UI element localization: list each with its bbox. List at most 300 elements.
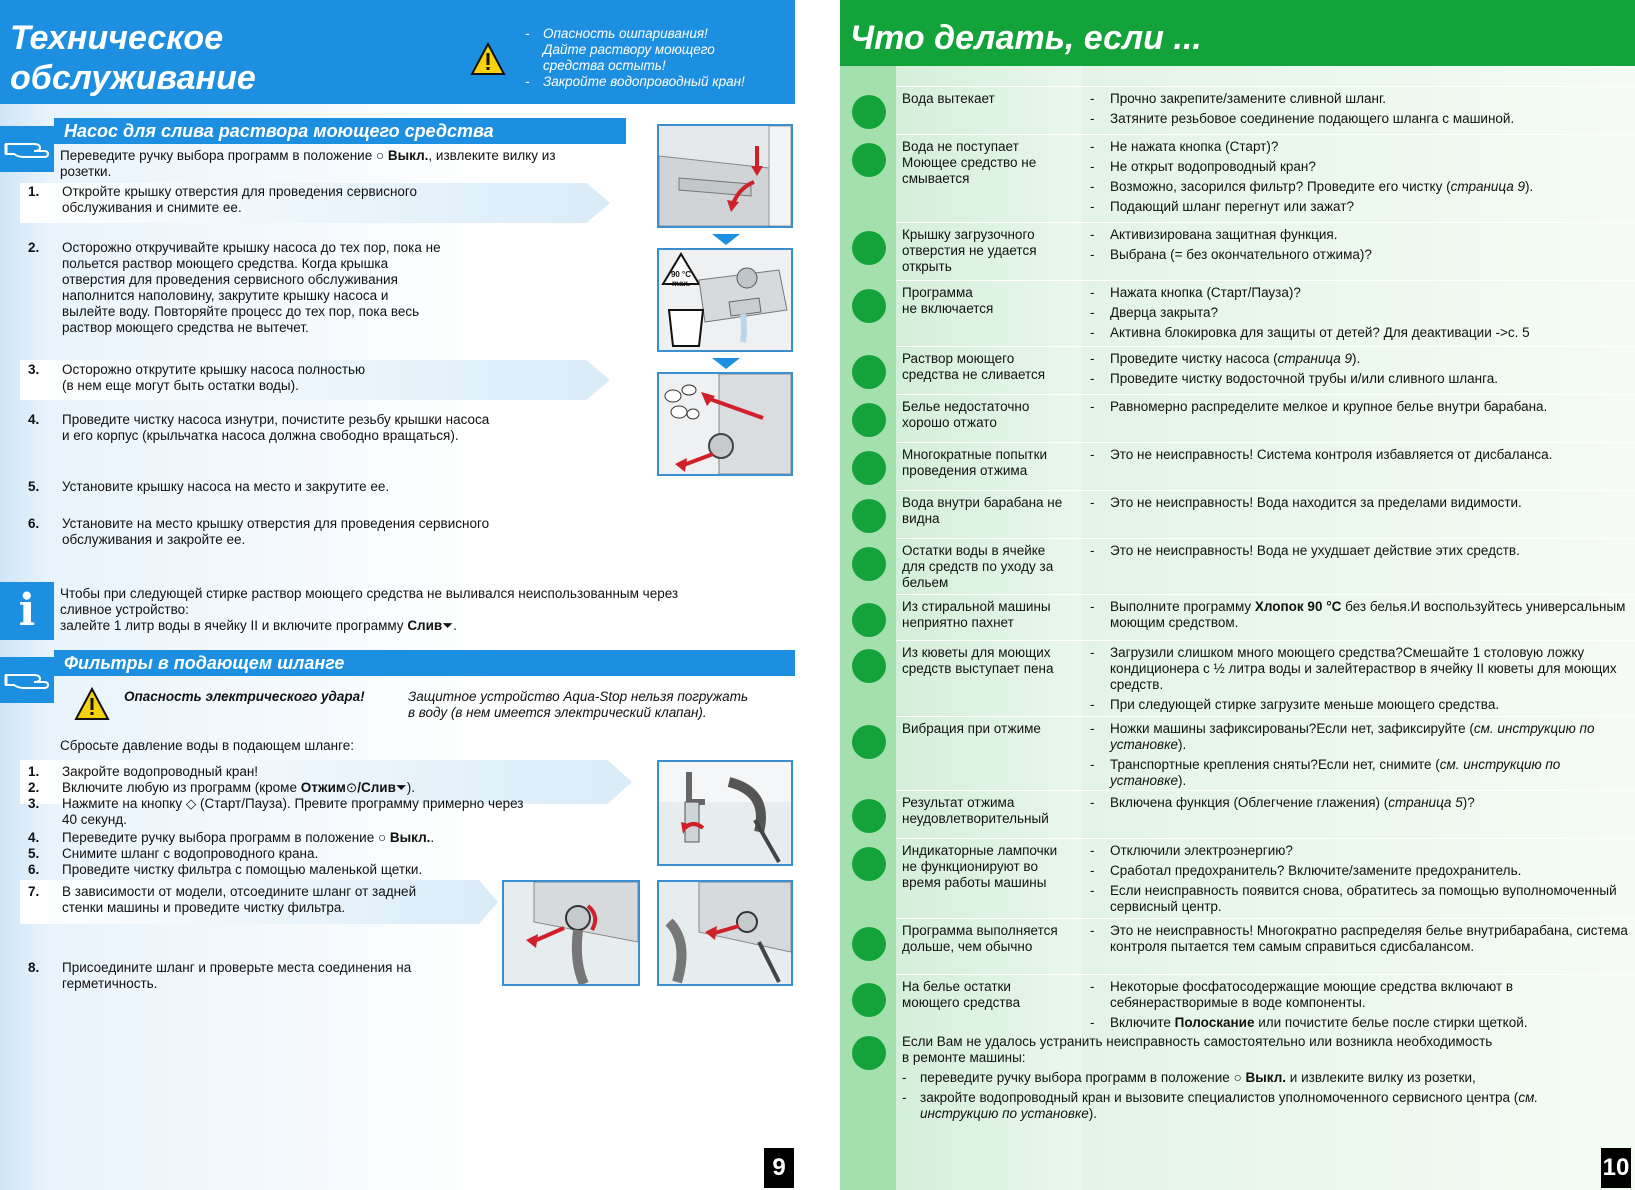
warning-line-3: средства остыть! (543, 58, 666, 73)
f-step-7-line: стенки машины и проведите чистку фильтра. (62, 900, 346, 915)
hose-removal-illustration (502, 880, 640, 986)
section-title-filters: Фильтры в подающем шланге (54, 650, 795, 676)
step-2-line: раствор моющего средства не вытечет. (62, 320, 309, 335)
problem-cell (902, 447, 1082, 479)
problem-line: Моющее средство не (902, 155, 1037, 170)
problem-line: неприятно пахнет (902, 615, 1014, 630)
solution-text: Активизирована защитная функция. (1110, 227, 1338, 242)
solution-text: Смешайте 1 столовую ложку кондиционера с ½ литра воды и залейте (1110, 645, 1585, 676)
off-label: Выкл. (387, 148, 429, 163)
problem-line: время работы машины (902, 875, 1047, 890)
solutions-cell (1090, 645, 1630, 717)
final-item-2: - закройте водопроводный кран и вызовите специалистов уполномоченного сервисного центра (см. инструкцию по установке). (902, 1090, 1539, 1121)
electric-shock-warning: Опасность электрического удара! (124, 689, 365, 704)
warning-triangle-icon (470, 42, 506, 79)
solution-item: - Транспортные крепления сняты?Если нет, снимите (см. инструкцию по установке). (1090, 757, 1561, 788)
table-row (896, 490, 1635, 538)
green-bullet-icon (852, 451, 886, 485)
green-bullet-icon (852, 847, 886, 881)
page-title: Что делать, если ... (850, 19, 1202, 57)
temperature-max: max. (671, 279, 691, 288)
solution-text: Полоскание (1174, 1015, 1255, 1030)
section-title-pump: Насос для слива раствора моющего средства (54, 118, 626, 144)
info-line-3 (60, 618, 760, 634)
solution-text: Возможно, засорился фильтр? Проведите его чистку ( (1110, 179, 1451, 194)
down-arrow-icon (712, 358, 740, 369)
green-bullet-icon (852, 1036, 886, 1070)
f-step-3-text (62, 796, 622, 828)
step-5-number: 5. (28, 479, 40, 494)
final-item-2-ref-b: инструкцию по установке (920, 1106, 1089, 1121)
solution-text: Прочно закрепите/замените сливной шланг. (1110, 91, 1386, 106)
page-title (10, 18, 256, 98)
pump-intro (60, 148, 620, 180)
solution-text: страница 9 (1277, 351, 1353, 366)
step-6-text (62, 516, 622, 548)
problem-line: На белье остатки (902, 979, 1011, 994)
solution-text: Если неисправность появится снова, обратитесь за помощью в (1110, 883, 1510, 898)
solutions-cell (1090, 495, 1630, 515)
problem-cell (902, 923, 1082, 955)
problem-line: хорошо отжато (902, 415, 997, 430)
problem-line: не включается (902, 301, 994, 316)
tap-brush-illustration (657, 760, 793, 866)
filters-intro: Сбросьте давление воды в подающем шланге: (60, 738, 354, 753)
solution-item: - Отключили электроэнергию? (1090, 843, 1293, 858)
left-page (0, 0, 795, 1190)
solution-text: Проведите чистку водосточной трубы и/или сливного шланга. (1110, 371, 1498, 386)
right-page (840, 0, 1635, 1190)
green-bullet-icon (852, 547, 886, 581)
solution-text: Равномерно распределите мелкое и крупное белье внутри барабана. (1110, 399, 1548, 414)
solution-item: - Выбрана (= без окончательного отжима)? (1090, 247, 1372, 262)
drain-label: Слив (360, 780, 396, 795)
step-5-text (62, 479, 622, 495)
problem-line: смывается (902, 171, 970, 186)
step-6-line: Установите на место крышку отверстия для проведения сервисного (62, 516, 490, 531)
f-step-4-number: 4. (28, 830, 40, 845)
solution-text: Это не неисправность! Многократно распределяя белье внутри (1110, 923, 1510, 938)
table-row (896, 790, 1635, 838)
solution-text: (Старт)? (1225, 139, 1279, 154)
solutions-cell (1090, 599, 1630, 635)
step-6-number: 6. (28, 516, 40, 531)
solution-item: - Это не неисправность! Многократно распределяя белье внутрибарабана, система контроля пытается тем самым справиться сдисбалансом. (1090, 923, 1628, 954)
solution-item: - Проведите чистку насоса (страница 9). (1090, 351, 1361, 366)
final-item-2-end: ). (1088, 1106, 1097, 1121)
solution-text: или почистите белье после стирки щеткой. (1254, 1015, 1528, 1030)
solution-text: (Старт/Пауза)? (1206, 285, 1301, 300)
problem-cell (902, 795, 1082, 827)
final-line-1: Если Вам не удалось устранить неисправность самостоятельно или возникла необходимость (902, 1034, 1493, 1049)
problem-line: Раствор моющего (902, 351, 1015, 366)
table-row (896, 346, 1635, 394)
solutions-cell (1090, 91, 1630, 131)
green-bullet-icon (852, 143, 886, 177)
solution-item: - Это не неисправность! Система контроля избавляется от дисбаланса. (1090, 447, 1553, 462)
solution-text: Хлопок 90 °С (1254, 599, 1342, 614)
f-step-7-line: В зависимости от модели, отсоедините шланг от задней (62, 884, 417, 899)
solution-text: Включите (1110, 1015, 1175, 1030)
problem-cell (902, 227, 1082, 275)
aqua-stop-note (408, 689, 788, 721)
green-bullet-icon (852, 231, 886, 265)
green-bullet-icon (852, 725, 886, 759)
solution-text: Если нет, зафиксируйте ( (1316, 721, 1474, 736)
temperature-label (668, 270, 694, 288)
solution-item: - Включите Полоскание или почистите белье после стирки щеткой. (1090, 1015, 1528, 1030)
f-step-2-text-a: Включите любую из программ (кроме (62, 780, 297, 795)
f-step-7-text (62, 884, 492, 916)
f-step-1-text: Закройте водопроводный кран! (62, 764, 259, 779)
f-step-3-text-c: 40 секунд. (62, 812, 127, 827)
title-line-2: обслуживание (10, 59, 256, 97)
problem-line: Вода не поступает (902, 139, 1019, 154)
f-step-8-text (62, 960, 492, 992)
solution-text: Не открыт водопроводный кран? (1110, 159, 1316, 174)
table-row (896, 280, 1635, 346)
info-text (60, 586, 760, 634)
table-row (896, 838, 1635, 918)
final-advice (902, 1034, 1627, 1122)
problem-line: проведения отжима (902, 463, 1028, 478)
aqua-stop-line-2: в воду (в нем имеется электрический клапан). (408, 705, 707, 720)
pump-intro-text-b: , извлеките вилку из (428, 148, 556, 163)
step-1-text (62, 184, 582, 216)
problem-line: Индикаторные лампочки (902, 843, 1058, 858)
solution-item: - Возможно, засорился фильтр? Проведите его чистку (страница 9). (1090, 179, 1534, 194)
step-2-line: Осторожно откручивайте крышку насоса до тех пор, пока не (62, 240, 441, 255)
green-bullet-icon (852, 355, 886, 389)
page-number: 9 (764, 1148, 794, 1188)
problem-line: неудовлетворительный (902, 811, 1049, 826)
info-line-3-end: . (453, 618, 457, 633)
title-line-1: Техническое (10, 19, 224, 57)
solution-item: - Ножки машины зафиксированы?Если нет, зафиксируйте (см. инструкцию по установке). (1090, 721, 1595, 752)
solution-text: Отключили электроэнергию? (1110, 843, 1293, 858)
off-circle-icon: ○ (1233, 1070, 1242, 1085)
problem-line: бельем (902, 575, 949, 590)
left-sidebar (0, 104, 54, 1190)
final-item-2-text: закройте водопроводный кран и вызовите специалистов уполномоченного сервисного центра ( (920, 1090, 1519, 1105)
solution-text: Не нажата кнопка (1110, 139, 1226, 154)
f-step-8-line: Присоедините шланг и проверьте места соединения на (62, 960, 412, 975)
table-row (896, 640, 1635, 716)
problem-line: средства не сливается (902, 367, 1046, 382)
solution-text: раствор в ячейку II кюветы для моющих средств. (1110, 661, 1617, 692)
green-bullet-icon (852, 603, 886, 637)
step-6-line: обслуживания и закройте ее. (62, 532, 246, 547)
f-step-7-number: 7. (28, 884, 40, 899)
pointing-hand-icon (0, 126, 54, 172)
problem-line: Вибрация при отжиме (902, 721, 1041, 736)
slash: / (357, 780, 361, 795)
drain-pump-illustration (657, 248, 793, 352)
f-step-3-number: 3. (28, 796, 40, 811)
step-4-text (62, 412, 622, 444)
step-3-number: 3. (28, 362, 40, 377)
f-step-6-text: Проведите чистку фильтра с помощью маленькой щетки. (62, 862, 423, 877)
problem-cell (902, 979, 1082, 1011)
solution-text: Выполните программу (1110, 599, 1255, 614)
solution-item: - Некоторые фосфатосодержащие моющие средства включают в себянерастворимые в воде компоненты. (1090, 979, 1514, 1010)
solution-text: Дверца закрыта? (1110, 305, 1219, 320)
problem-line: видна (902, 511, 940, 526)
green-bullet-icon (852, 927, 886, 961)
aqua-stop-line-1: Защитное устройство Aqua-Stop нельзя погружать (408, 689, 749, 704)
solution-text: Это не неисправность! Вода находится за пределами видимости. (1110, 495, 1522, 510)
f-step-8-number: 8. (28, 960, 40, 975)
final-item-2-ref-a: см. (1518, 1090, 1539, 1105)
step-2-line: вылейте воду. Повторяйте процесс до тех пор, пока весь (62, 304, 420, 319)
scald-warning: - Опасность ошпаривания! Дайте раствору моющего средства остыть! - Закройте водопроводный кран! (525, 26, 745, 89)
solution-text: (= без окончательного отжима)? (1170, 247, 1372, 262)
solution-text: ). (1177, 737, 1187, 752)
table-row (896, 918, 1635, 974)
step-2-line: наполнится наполовину, закрутите крышку насоса и (62, 288, 389, 303)
solution-text: При следующей стирке загрузите меньше моющего средства. (1110, 697, 1500, 712)
solution-text: Затяните резьбовое соединение подающего шланга с машиной. (1110, 111, 1515, 126)
f-step-2-text (62, 780, 415, 796)
problem-line: Из кюветы для моющих (902, 645, 1051, 660)
solution-item: - Сработал предохранитель? Включите/замените предохранитель. (1090, 863, 1522, 878)
solution-text: Ножки машины зафиксированы? (1110, 721, 1317, 736)
solution-item: - Загрузили слишком много моющего средства?Смешайте 1 столовую ложку кондиционера с ½ литра воды и залейтераствор в ячейку II кюветы для моющих средств. (1090, 645, 1617, 692)
problem-cell (902, 351, 1082, 383)
green-bullet-icon (852, 799, 886, 833)
solution-text: Это не неисправность! Система контроля избавляется от дисбаланса. (1110, 447, 1553, 462)
off-circle-icon: ○ (375, 148, 385, 163)
solutions-cell (1090, 923, 1630, 959)
solution-text: барабана, система контроля пытается тем самым справиться с (1110, 923, 1628, 954)
solution-text: Подающий шланг перегнут или зажат? (1110, 199, 1354, 214)
problem-cell (902, 399, 1082, 431)
problem-line: Из стиральной машины (902, 599, 1051, 614)
solution-item: - Равномерно распределите мелкое и крупное белье внутри барабана. (1090, 399, 1548, 414)
info-icon: i (0, 582, 54, 640)
f-step-8-line: герметичность. (62, 976, 158, 991)
off-label: Выкл. (1245, 1070, 1287, 1085)
solution-text: Загрузили слишком много моющего средства? (1110, 645, 1403, 660)
solution-text: Некоторые фосфатосодержащие моющие средства включают в себя (1110, 979, 1514, 1010)
problem-line: открыть (902, 259, 952, 274)
problem-line: Программа (902, 285, 973, 300)
step-1-line: Откройте крышку отверстия для проведения сервисного (62, 184, 418, 199)
step-3-line: (в нем еще могут быть остатки воды). (62, 378, 299, 393)
solution-item: - Затяните резьбовое соединение подающего шланга с машиной. (1090, 111, 1515, 126)
step-1-line: обслуживания и снимите ее. (62, 200, 242, 215)
green-bullet-icon (852, 499, 886, 533)
pump-intro-text-a: Переведите ручку выбора программ в положение (60, 148, 373, 163)
down-arrow-icon (712, 234, 740, 245)
solution-text: ). (1525, 179, 1534, 194)
problem-cell (902, 139, 1082, 187)
solution-text: Это не неисправность! Вода не ухудшает действие этих средств. (1110, 543, 1520, 558)
solution-text: дисбалансом. (1386, 939, 1475, 954)
solution-item: - Дверца закрыта? (1090, 305, 1219, 320)
step-3-line: Осторожно открутите крышку насоса полностью (62, 362, 366, 377)
solution-text: страница 9 (1450, 179, 1526, 194)
solution-text: Выбрана (1110, 247, 1171, 262)
start-pause-icon: ◇ (185, 796, 197, 811)
final-item-1: - переведите ручку выбора программ в положение ○ Выкл. и извлеките вилку из розетки, (902, 1070, 1476, 1085)
solution-text: Транспортные крепления сняты? (1110, 757, 1318, 772)
problem-line: Программа выполняется (902, 923, 1058, 938)
right-header (840, 0, 1635, 66)
f-step-4-text-a: Переведите ручку выбора программ в положение (62, 830, 375, 845)
step-3-text (62, 362, 582, 394)
solutions-cell (1090, 399, 1630, 419)
table-row (896, 716, 1635, 790)
service-flap-illustration (657, 124, 793, 228)
table-row (896, 394, 1635, 442)
green-bullet-icon (852, 403, 886, 437)
solution-text: Включена функция (1110, 795, 1234, 810)
f-step-4-end: . (430, 830, 435, 845)
solutions-cell (1090, 447, 1630, 467)
solution-text: без белья. (1341, 599, 1411, 614)
solutions-cell (1090, 543, 1630, 563)
table-row (896, 222, 1635, 280)
solution-text: ). (1352, 351, 1361, 366)
table-row (896, 134, 1635, 222)
problem-line: отверстия не удается (902, 243, 1037, 258)
solution-item: - При следующей стирке загрузите меньше моющего средства. (1090, 697, 1500, 712)
problem-cell (902, 495, 1082, 527)
problem-cell (902, 645, 1082, 677)
solutions-cell (1090, 721, 1630, 793)
table-row (896, 974, 1635, 1034)
solution-text: уполномоченный сервисный центр. (1110, 883, 1617, 914)
solution-item: - Выполните программу Хлопок 90 °С без белья.И воспользуйтесь универсальным моющим средством. (1090, 599, 1626, 630)
solution-item: - Подающий шланг перегнут или зажат? (1090, 199, 1354, 214)
f-step-2-end: ). (406, 780, 415, 795)
problem-line: Вода внутри барабана не (902, 495, 1063, 510)
spin-label: Отжим (300, 780, 346, 795)
step-5-line: Установите крышку насоса на место и закрутите ее. (62, 479, 390, 494)
problem-cell (902, 721, 1082, 737)
off-label: Выкл. (389, 830, 431, 845)
problem-cell (902, 285, 1082, 317)
problem-line: средств выступает пена (902, 661, 1054, 676)
info-line-1: Чтобы при следующей стирке раствор моющего средства не выливался неиспользованным через (60, 586, 679, 601)
problem-line: не функционируют во (902, 859, 1038, 874)
step-4-number: 4. (28, 412, 40, 427)
step-1-number: 1. (28, 184, 40, 199)
solutions-cell (1090, 843, 1630, 919)
f-step-2-number: 2. (28, 780, 40, 795)
solution-text: ). (1177, 773, 1187, 788)
solution-text: Активна блокировка для защиты от детей? Для деактивации ->с. 5 (1110, 325, 1530, 340)
problem-cell (902, 543, 1082, 591)
step-4-line: Проведите чистку насоса изнутри, почистите резьбу крышки насоса (62, 412, 490, 427)
solution-item: - Это не неисправность! Вода не ухудшает действие этих средств. (1090, 543, 1520, 558)
step-2-line: польется раствор моющего средства. Когда крышка (62, 256, 389, 271)
pump-intro-text-c: розетки. (60, 164, 112, 179)
spin-icon: ⊙ (345, 780, 358, 795)
warning-line-4: Закройте водопроводный кран! (543, 74, 745, 89)
solution-text: нерастворимые в воде компоненты. (1138, 995, 1366, 1010)
info-line-2: сливное устройство: (60, 602, 189, 617)
solution-item: - Активизирована защитная функция. (1090, 227, 1338, 242)
green-bullet-icon (852, 983, 886, 1017)
solution-item: - Прочно закрепите/замените сливной шланг. (1090, 91, 1386, 106)
solution-text: )? (1462, 795, 1475, 810)
solution-item: - Не нажата кнопка (Старт)? (1090, 139, 1279, 154)
green-bullet-icon (852, 289, 886, 323)
solution-text: Нажата кнопка (1110, 285, 1207, 300)
problem-line: Многократные попытки (902, 447, 1048, 462)
green-bullet-icon (852, 649, 886, 683)
f-step-4-text (62, 830, 434, 846)
problem-line: Остатки воды в ячейке (902, 543, 1046, 558)
green-bullet-icon (852, 95, 886, 129)
info-line-3-text: залейте 1 литр воды в ячейку II и включите программу (60, 618, 404, 633)
solution-item: - Это не неисправность! Вода находится за пределами видимости. (1090, 495, 1522, 510)
solution-text: Сработал предохранитель? Включите/замените предохранитель. (1110, 863, 1522, 878)
solutions-cell (1090, 285, 1630, 345)
solutions-cell (1090, 351, 1630, 391)
drain-program-label: Слив (407, 618, 443, 633)
final-item-1-end: и извлеките вилку из розетки, (1289, 1070, 1476, 1085)
solution-text: страница 5 (1388, 795, 1463, 810)
table-row (896, 594, 1635, 640)
solution-text: Если нет, снимите ( (1317, 757, 1440, 772)
problem-cell (902, 599, 1082, 631)
solution-item: - Активна блокировка для защиты от детей? Для деактивации ->с. 5 (1090, 325, 1530, 340)
drain-icon: ⏷ (442, 618, 454, 633)
problem-line: дольше, чем обычно (902, 939, 1033, 954)
step-4-line: и его корпус (крыльчатка насоса должна свободно вращаться). (62, 428, 459, 443)
off-circle-icon: ○ (377, 830, 387, 845)
solutions-cell (1090, 795, 1630, 815)
solution-text: см. инструкцию по установке (1110, 757, 1561, 788)
pump-cap-illustration (657, 372, 793, 476)
final-item-1-text: переведите ручку выбора программ в положение (920, 1070, 1230, 1085)
f-step-5-text: Снимите шланг с водопроводного крана. (62, 846, 319, 861)
warning-line-1: Опасность ошпаривания! (543, 26, 708, 41)
f-step-6-number: 6. (28, 862, 40, 877)
problem-cell (902, 91, 1082, 107)
left-header (0, 0, 795, 104)
f-step-3-text-a: Нажмите на кнопку (62, 796, 183, 811)
problem-line: Вода вытекает (902, 91, 995, 106)
solution-item: - Не открыт водопроводный кран? (1090, 159, 1316, 174)
solution-text: (Облегчение глажения) ( (1233, 795, 1389, 810)
f-step-1-number: 1. (28, 764, 40, 779)
warning-line-2: Дайте раствору моющего (543, 42, 715, 57)
step-2-number: 2. (28, 240, 40, 255)
temperature-value: 90 °C (670, 270, 692, 279)
problem-line: моющего средства (902, 995, 1021, 1010)
solution-item: - Нажата кнопка (Старт/Пауза)? (1090, 285, 1301, 300)
solution-item: - Проведите чистку водосточной трубы и/или сливного шланга. (1090, 371, 1498, 386)
solution-text: см. инструкцию по установке (1110, 721, 1595, 752)
step-2-text (62, 240, 602, 336)
f-step-3-text-b: (Старт/Пауза). Превите программу примерно через (200, 796, 524, 811)
page-number: 10 (1601, 1148, 1631, 1188)
problem-line: для средств по уходу за (902, 559, 1054, 574)
warning-triangle-icon (74, 687, 110, 724)
f-step-5-number: 5. (28, 846, 40, 861)
page-gutter (795, 0, 840, 1190)
solutions-cell (1090, 139, 1630, 219)
problem-line: Белье недостаточно (902, 399, 1030, 414)
pointing-hand-icon (0, 657, 54, 703)
filter-cleaning-illustration (657, 880, 793, 986)
solution-text: Проведите чистку насоса ( (1110, 351, 1278, 366)
solution-item: - Если неисправность появится снова, обратитесь за помощью вуполномоченный сервисный центр. (1090, 883, 1617, 914)
